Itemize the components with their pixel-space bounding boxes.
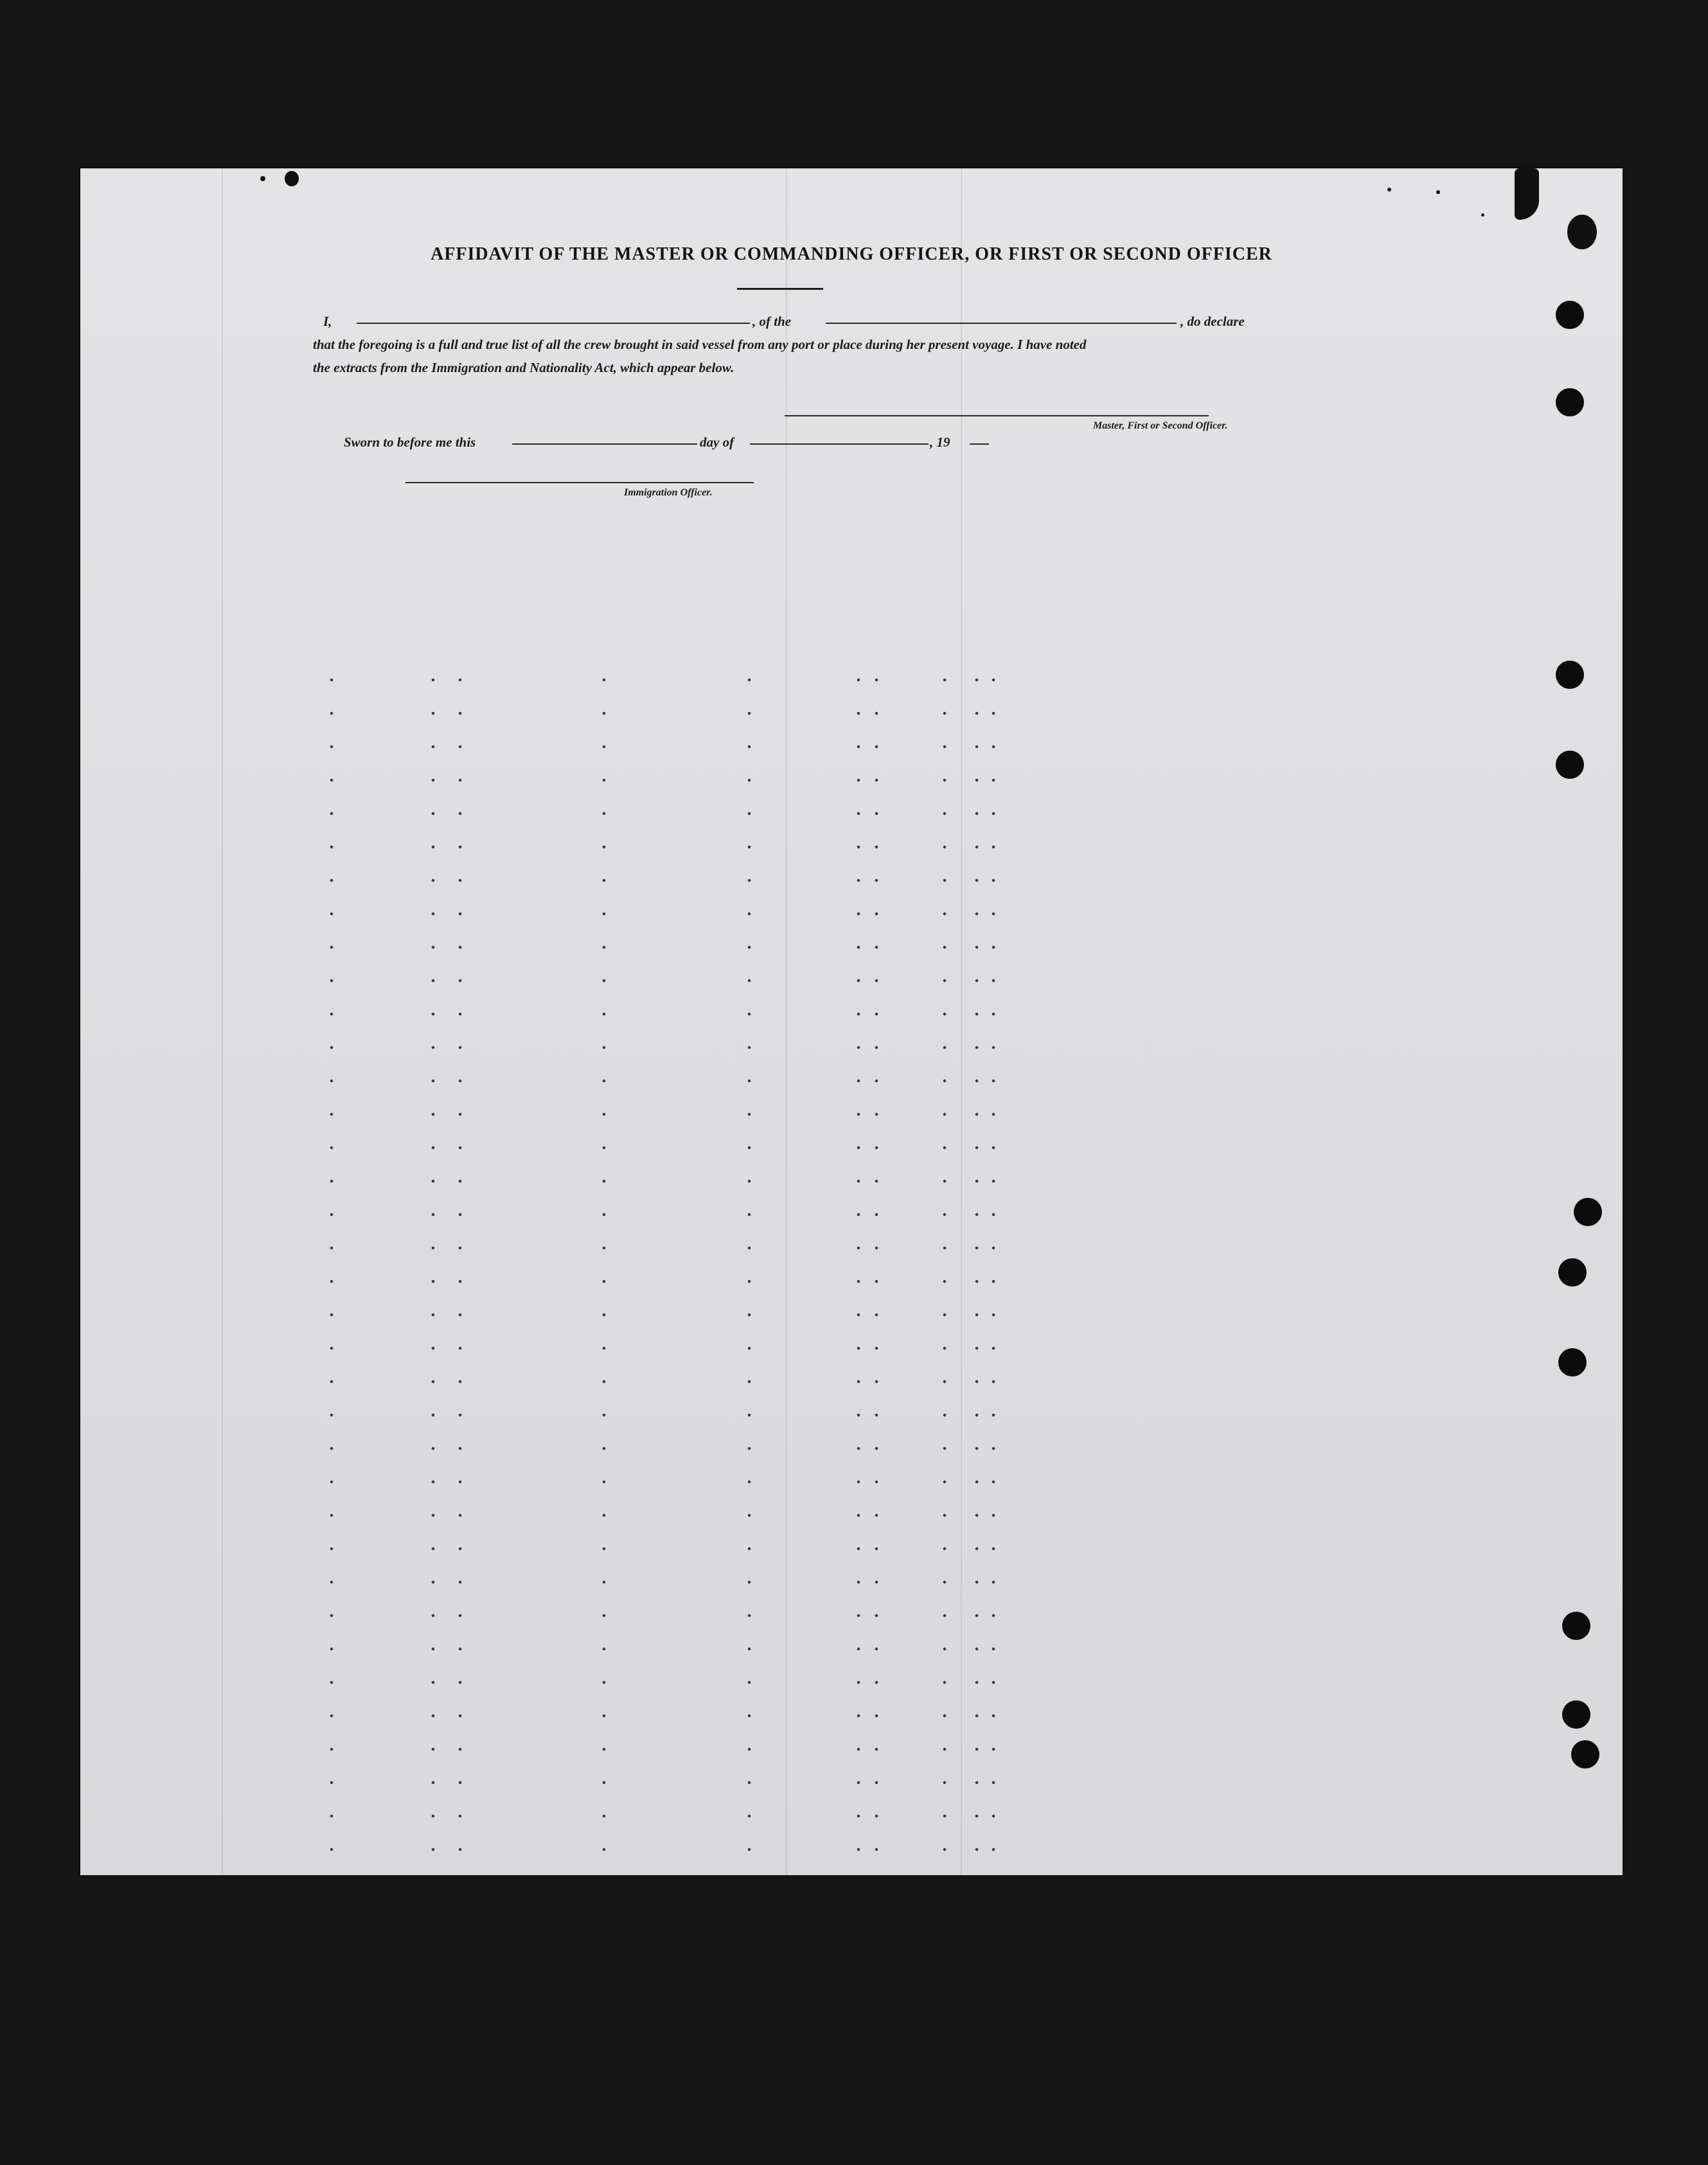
punch-hole — [1574, 1198, 1602, 1226]
bleed-through-rule — [786, 168, 787, 1875]
bleed-through-rule — [222, 168, 223, 1875]
dotted-guide-column — [431, 663, 435, 1852]
torn-corner-mark — [1515, 168, 1539, 220]
of-the-text: , of the — [752, 314, 792, 329]
punch-hole — [1556, 661, 1584, 689]
punch-hole — [1571, 1740, 1599, 1769]
punch-hole — [1556, 388, 1584, 416]
punch-hole — [1558, 1258, 1587, 1287]
ink-speck — [1387, 188, 1391, 192]
declarant-name-field[interactable] — [357, 323, 750, 324]
affidavit-page — [80, 168, 1623, 1875]
dotted-guide-column — [875, 663, 878, 1852]
immigration-officer-label: Immigration Officer. — [624, 487, 713, 498]
ink-blot — [285, 171, 299, 186]
dotted-guide-column — [992, 663, 995, 1852]
dotted-guide-column — [857, 663, 860, 1852]
declaration-line-3: the extracts from the Immigration and Nationality Act, which appear below. — [313, 360, 734, 375]
ink-speck — [260, 176, 265, 181]
sworn-year-field[interactable] — [970, 443, 989, 445]
ink-speck — [1436, 190, 1440, 194]
punch-hole — [1558, 1348, 1587, 1377]
dotted-guide-column — [747, 663, 751, 1852]
sworn-day-field[interactable] — [512, 443, 697, 445]
dotted-guide-column — [602, 663, 606, 1852]
signature-label: Master, First or Second Officer. — [1093, 420, 1228, 431]
do-declare-text: , do declare — [1180, 314, 1245, 329]
vessel-name-field[interactable] — [826, 323, 1177, 324]
officer-signature-field[interactable] — [785, 415, 1209, 416]
dotted-guide-column — [975, 663, 979, 1852]
punch-hole — [1562, 1700, 1590, 1729]
sworn-month-field[interactable] — [750, 443, 929, 445]
dotted-guide-column — [330, 663, 334, 1852]
punch-hole — [1556, 751, 1584, 779]
declarant-prefix: I, — [323, 314, 332, 329]
sworn-prefix: Sworn to before me this — [344, 434, 476, 450]
declaration-line-2: that the foregoing is a full and true list of all the crew brought in said vessel from any port or place during her present voyage. I have noted — [313, 337, 1087, 352]
punch-hole — [1562, 1612, 1590, 1640]
day-of-text: day of — [700, 434, 734, 450]
ink-blot — [1567, 215, 1597, 249]
ink-speck — [1481, 213, 1484, 217]
immigration-officer-signature-field[interactable] — [405, 482, 754, 483]
affidavit-title: AFFIDAVIT OF THE MASTER OR COMMANDING OFFICER, OR FIRST OR SECOND OFFICER — [431, 244, 1272, 264]
year-prefix: , 19 — [930, 434, 950, 450]
punch-hole — [1556, 301, 1584, 329]
title-underline — [737, 288, 823, 290]
dotted-guide-column — [943, 663, 947, 1852]
dotted-guide-column — [458, 663, 462, 1852]
bleed-through-rule — [961, 168, 962, 1875]
